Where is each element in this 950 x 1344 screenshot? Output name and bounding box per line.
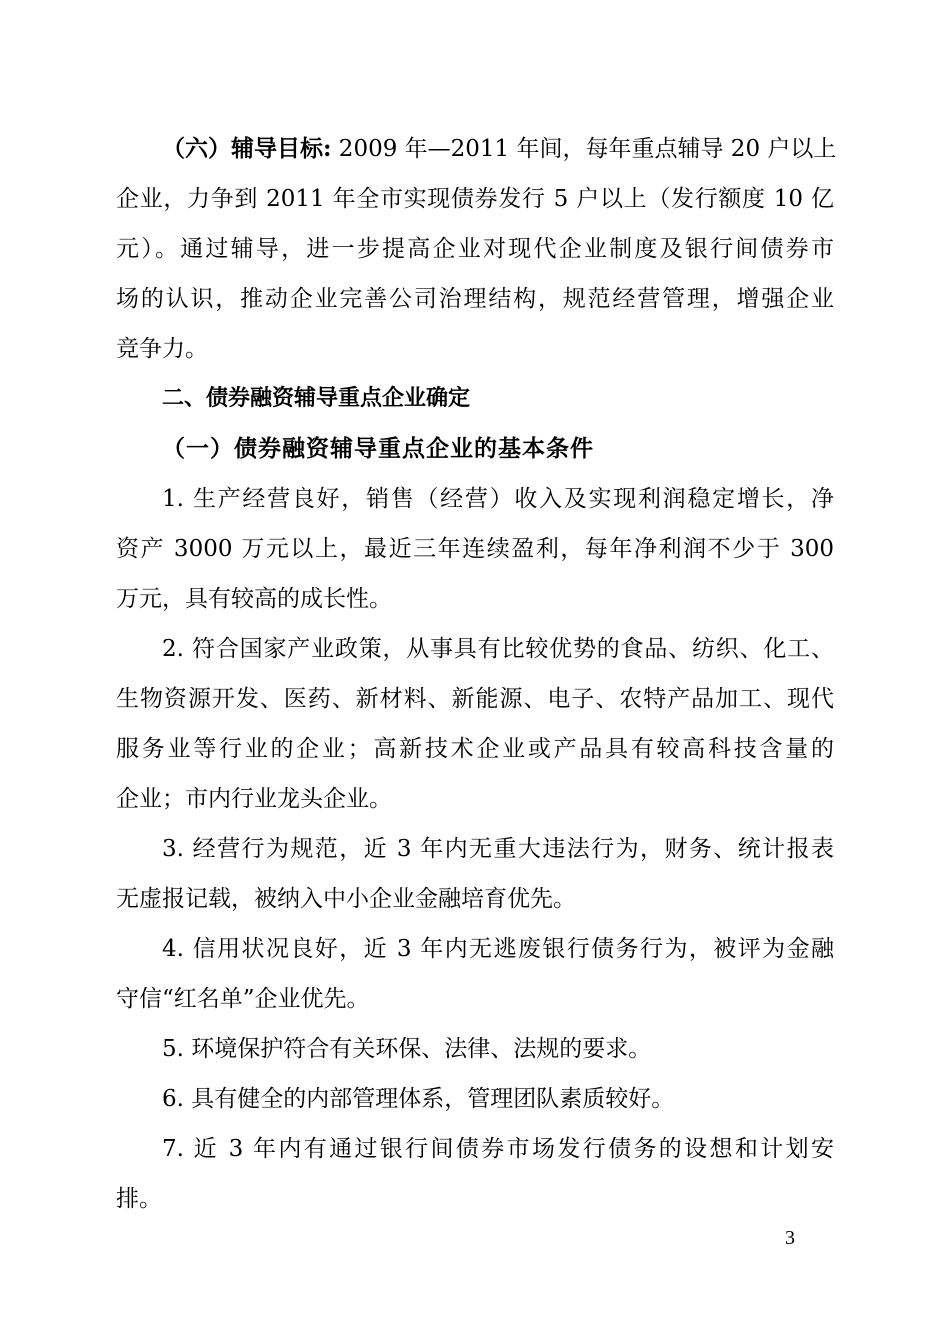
paragraph-6-line-1-text: 2009 年—2011 年间，每年重点辅导 20 户以上: [331, 136, 837, 162]
item-6-line-1: 6. 具有健全的内部管理体系，管理团队素质较好。: [162, 1086, 675, 1112]
section-heading: 二、债券融资辅导重点企业确定: [162, 386, 471, 411]
paragraph-6-line-2: 企业，力争到 2011 年全市实现债券发行 5 户以上（发行额度 10 亿: [116, 186, 834, 212]
paragraph-6-line-1: [162, 134, 837, 164]
paragraph-6-line-3: 元）。通过辅导，进一步提高企业对现代企业制度及银行间债券市: [116, 236, 834, 262]
item-7-line-1: 7. 近 3 年内有通过银行间债券市场发行债务的设想和计划安: [162, 1136, 834, 1162]
item-2-line-4: 企业；市内行业龙头企业。: [116, 786, 392, 812]
item-4-line-2: 守信“红名单”企业优先。: [116, 986, 370, 1012]
page-number: 3: [785, 1227, 795, 1249]
item-1-line-2: 资产 3000 万元以上，最近三年连续盈利，每年净利润不少于 300: [116, 536, 834, 562]
paragraph-6-line-4: 场的认识，推动企业完善公司治理结构，规范经营管理，增强企业: [116, 286, 834, 312]
item-7-line-2: 排。: [116, 1186, 162, 1212]
item-4-line-1: 4. 信用状况良好，近 3 年内无逃废银行债务行为，被评为金融: [162, 936, 834, 962]
item-2-line-2: 生物资源开发、医药、新材料、新能源、电子、农特产品加工、现代: [116, 686, 834, 712]
item-1-line-1: 1. 生产经营良好，销售（经营）收入及实现利润稳定增长，净: [162, 486, 834, 512]
item-2-line-3: 服务业等行业的企业；高新技术企业或产品具有较高科技含量的: [116, 736, 834, 762]
item-5-line-1: 5. 环境保护符合有关环保、法律、法规的要求。: [162, 1036, 652, 1062]
paragraph-6-label: （六）辅导目标:: [162, 135, 332, 162]
item-1-line-3: 万元，具有较高的成长性。: [116, 586, 392, 612]
item-3-line-1: 3. 经营行为规范，近 3 年内无重大违法行为，财务、统计报表: [162, 836, 834, 862]
paragraph-6-line-5: 竞争力。: [116, 336, 208, 362]
item-2-line-1: 2. 符合国家产业政策，从事具有比较优势的食品、纺织、化工、: [162, 636, 834, 662]
item-3-line-2: 无虚报记载，被纳入中小企业金融培育优先。: [116, 886, 576, 912]
subsection-heading: （一）债券融资辅导重点企业的基本条件: [162, 435, 594, 462]
